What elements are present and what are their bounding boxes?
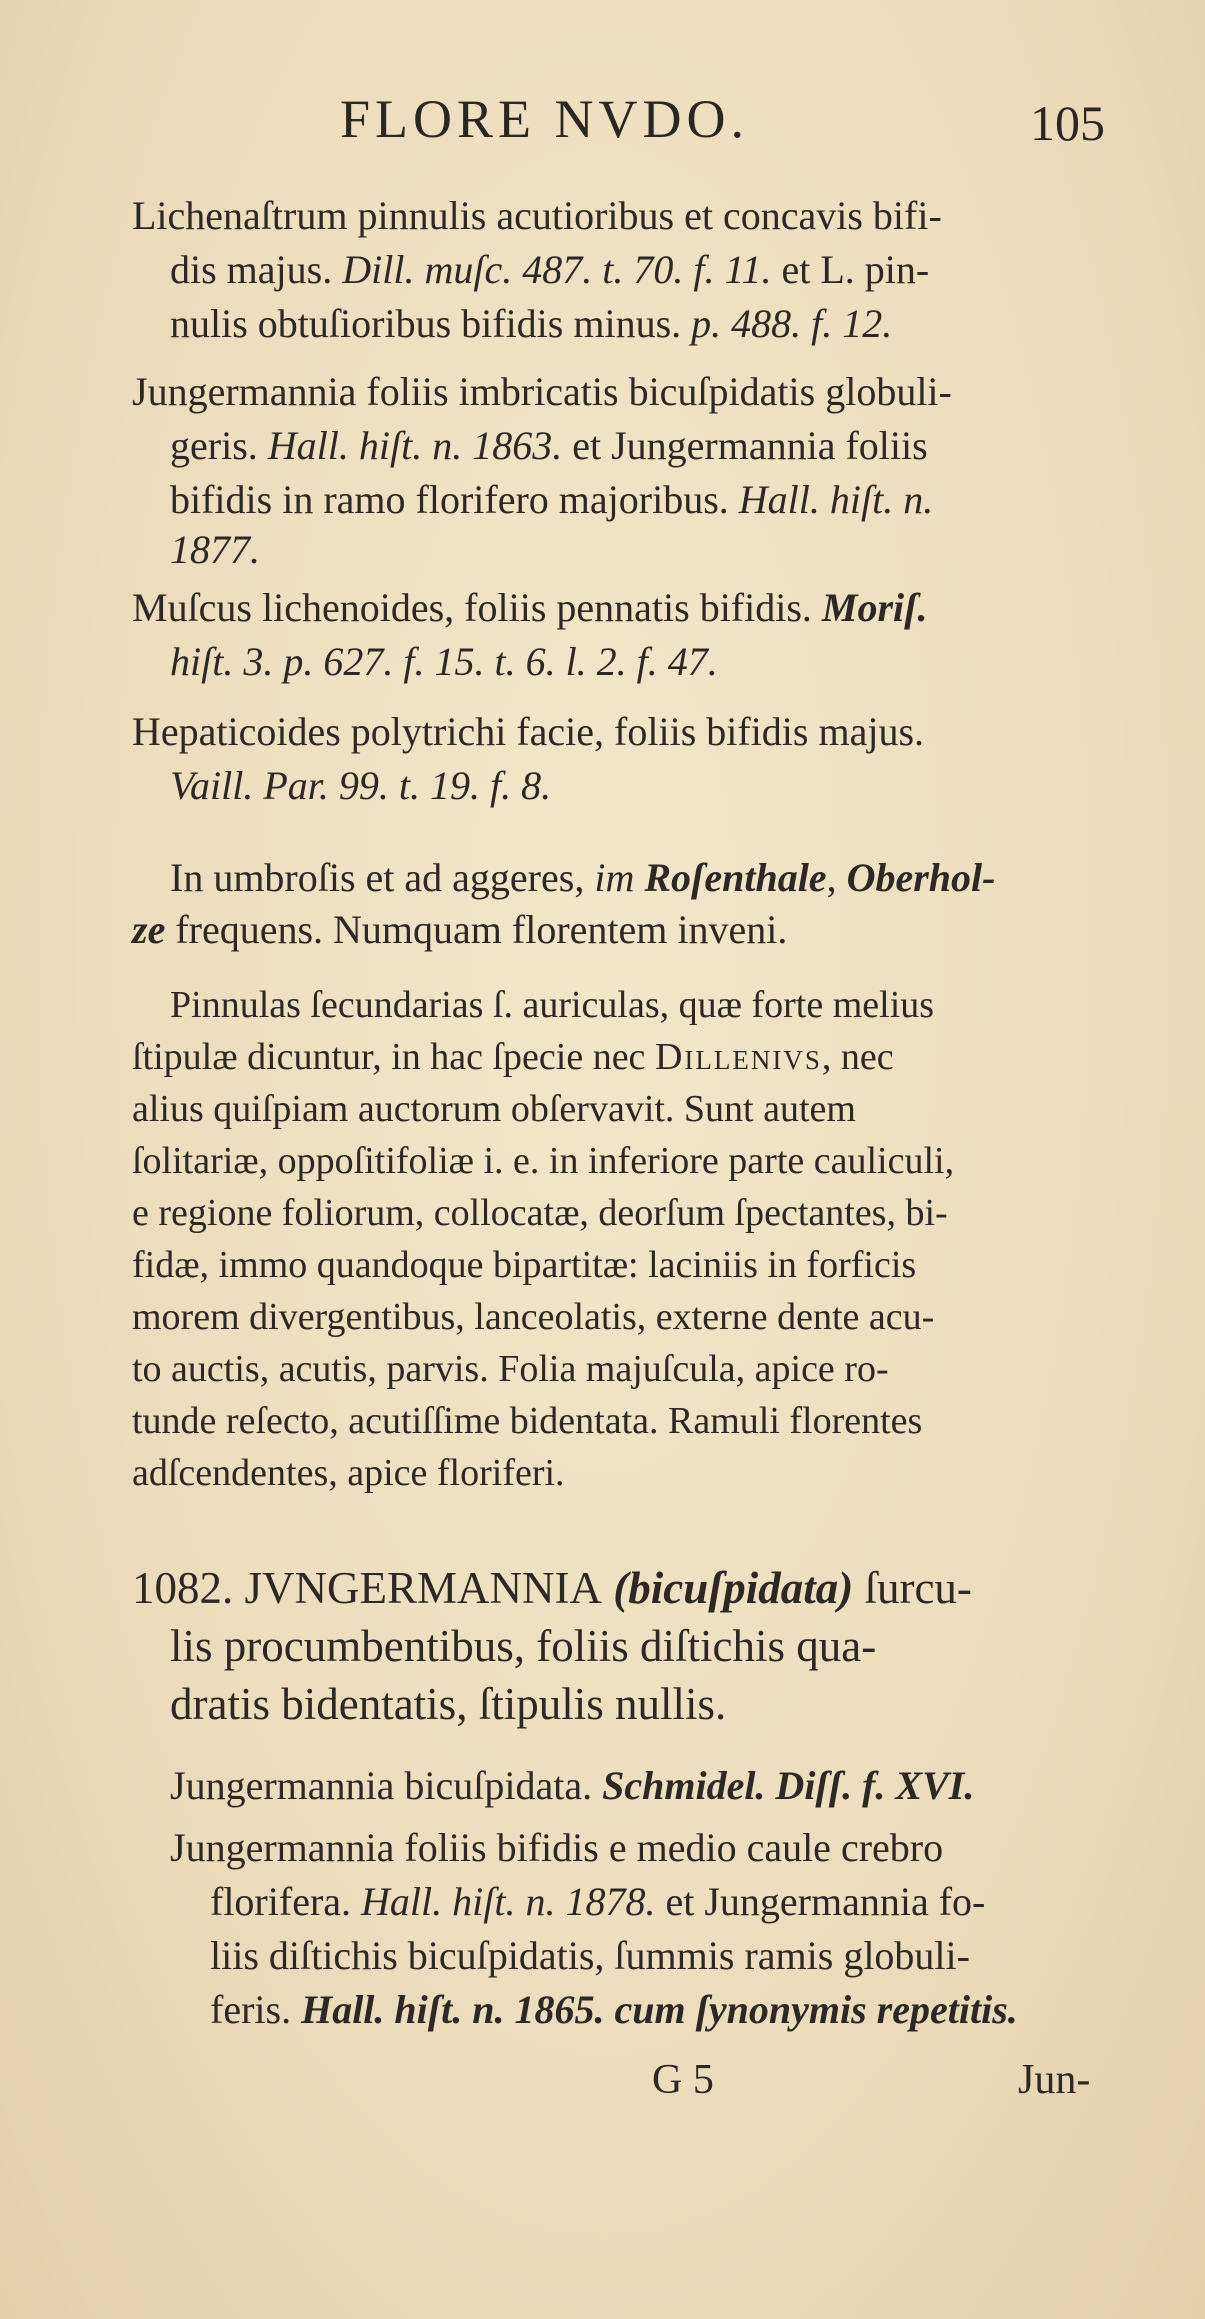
text-span: e regione foliorum, collocatæ, deorſum ſpectantes, bi- — [132, 1192, 948, 1234]
text-span: Jungermannia bicuſpidata. — [170, 1763, 603, 1808]
text-span: dis majus. — [170, 247, 343, 292]
catchword: Jun- — [1018, 2057, 1091, 2103]
text-span: alius quiſpiam auctorum obſervavit. Sunt autem — [132, 1088, 856, 1130]
citation: hiſt. 3. p. 627. f. 15. t. 6. l. 2. f. 47. — [170, 639, 718, 684]
synonym-line — [170, 247, 930, 292]
text-span: et Jungermannia fo- — [655, 1879, 986, 1924]
place-name: Roſenthale — [644, 855, 827, 900]
text-span: dratis bidentatis, ſtipulis nullis. — [170, 1679, 727, 1729]
text-span: im — [594, 855, 645, 900]
text-span: Hepaticoides polytrichi facie, foliis bifidis majus. — [132, 709, 925, 754]
text-span: feris. — [210, 1987, 302, 2032]
habitat-line — [132, 907, 788, 952]
place-name: Oberhol- — [846, 855, 996, 900]
synonym-line — [170, 1825, 944, 1870]
synonym-line — [170, 477, 934, 522]
text-span: , — [826, 855, 847, 900]
page-number: 105 — [1030, 95, 1105, 151]
description-line — [132, 1246, 916, 1284]
description-line — [132, 1038, 894, 1076]
entry-heading-line — [132, 1563, 972, 1613]
citation: Vaill. Par. 99. t. 19. f. 8. — [170, 763, 552, 808]
text-span: adſcendentes, apice floriferi. — [132, 1452, 565, 1494]
entry-heading-line — [170, 1679, 727, 1729]
description-line — [132, 1090, 856, 1128]
text-span: fidæ, immo quandoque bipartitæ: laciniis in forficis — [132, 1244, 917, 1286]
text-span: Pinnulas ſecundarias ſ. auriculas, quæ forte melius — [170, 984, 935, 1026]
synonym-line — [170, 301, 893, 346]
synonym-line — [210, 1879, 986, 1924]
text-span: nulis obtuſioribus bifidis minus. — [170, 301, 692, 346]
text-span: florifera. — [210, 1879, 362, 1924]
synonym-line — [132, 709, 925, 754]
citation: p. 488. f. 12. — [691, 301, 893, 346]
description-line — [132, 1402, 922, 1440]
text-span: tunde reſecto, acutiſſime bidentata. Ramuli florentes — [132, 1400, 923, 1442]
description-line — [132, 1194, 948, 1232]
species-epithet: (bicuſpidata) — [613, 1563, 854, 1613]
author-name: Dillenivs — [654, 1036, 822, 1078]
text-span: Muſcus lichenoides, foliis pennatis bifidis. — [132, 585, 822, 630]
citation: Dill. muſc. 487. t. 70. f. 11. — [342, 247, 772, 292]
synonym-line — [170, 639, 718, 684]
synonym-line — [170, 1763, 975, 1808]
synonym-line — [132, 193, 942, 238]
text-span: et L. pin- — [771, 247, 930, 292]
text-span: In umbroſis et ad aggeres, — [170, 855, 595, 900]
citation: Hall. hiſt. n. — [738, 477, 934, 522]
text-span: Jungermannia foliis bifidis e medio caule crebro — [170, 1825, 944, 1870]
synonym-line — [132, 585, 928, 630]
text-span: bifidis in ramo florifero majoribus. — [170, 477, 739, 522]
text-span: liis diſtichis bicuſpidatis, ſummis ramis globuli- — [210, 1933, 970, 1978]
citation: Hall. hiſt. n. 1878. — [361, 1879, 656, 1924]
citation: Schmidel. Diſſ. f. XVI. — [602, 1763, 975, 1808]
synonym-line — [170, 423, 928, 468]
citation: Hall. hiſt. n. 1865. cum ſynonymis repetitis. — [301, 1987, 1018, 2032]
text-span: frequens. Numquam florentem inveni. — [165, 907, 788, 952]
text-span: to auctis, acutis, parvis. Folia majuſcula, apice ro- — [132, 1348, 889, 1390]
description-line — [132, 1454, 565, 1492]
synonym-line — [210, 1933, 970, 1978]
description-line — [132, 1298, 934, 1336]
description-line — [132, 1142, 954, 1180]
entry-heading-line — [170, 1621, 877, 1671]
text-span: geris. — [170, 423, 268, 468]
entry-number: 1082. — [132, 1563, 234, 1613]
citation: Hall. hiſt. n. 1863. — [267, 423, 563, 468]
text-span: ſurcu- — [853, 1563, 972, 1613]
text-span: Lichenaſtrum pinnulis acutioribus et concavis bifi- — [132, 193, 942, 238]
text-span: ſolitariæ, oppoſitifoliæ i. e. in inferiore parte cauliculi, — [132, 1140, 955, 1182]
citation: Moriſ. — [821, 585, 928, 630]
synonym-line — [170, 763, 552, 808]
description-line — [132, 1350, 889, 1388]
citation: 1877. — [170, 527, 260, 572]
description-line — [170, 986, 934, 1024]
text-span: ſtipulæ dicuntur, in hac ſpecie nec — [132, 1036, 655, 1078]
genus-name: JVNGERMANNIA — [244, 1563, 602, 1613]
habitat-line — [170, 855, 996, 900]
text-span: Jungermannia foliis imbricatis bicuſpidatis globuli- — [132, 369, 952, 414]
place-name: ze — [132, 907, 166, 952]
synonym-line — [210, 1987, 1018, 2032]
text-span: morem divergentibus, lanceolatis, externe dente acu- — [132, 1296, 935, 1338]
page-header — [0, 88, 1205, 158]
text-span: et Jungermannia foliis — [562, 423, 928, 468]
text-span: , nec — [821, 1036, 894, 1078]
synonym-line — [170, 527, 260, 572]
running-head: FLORE NVDO. — [340, 89, 750, 149]
text-span: lis procumbentibus, foliis diſtichis qua- — [170, 1621, 877, 1671]
synonym-line — [132, 369, 952, 414]
signature-mark: G 5 — [652, 2057, 714, 2103]
